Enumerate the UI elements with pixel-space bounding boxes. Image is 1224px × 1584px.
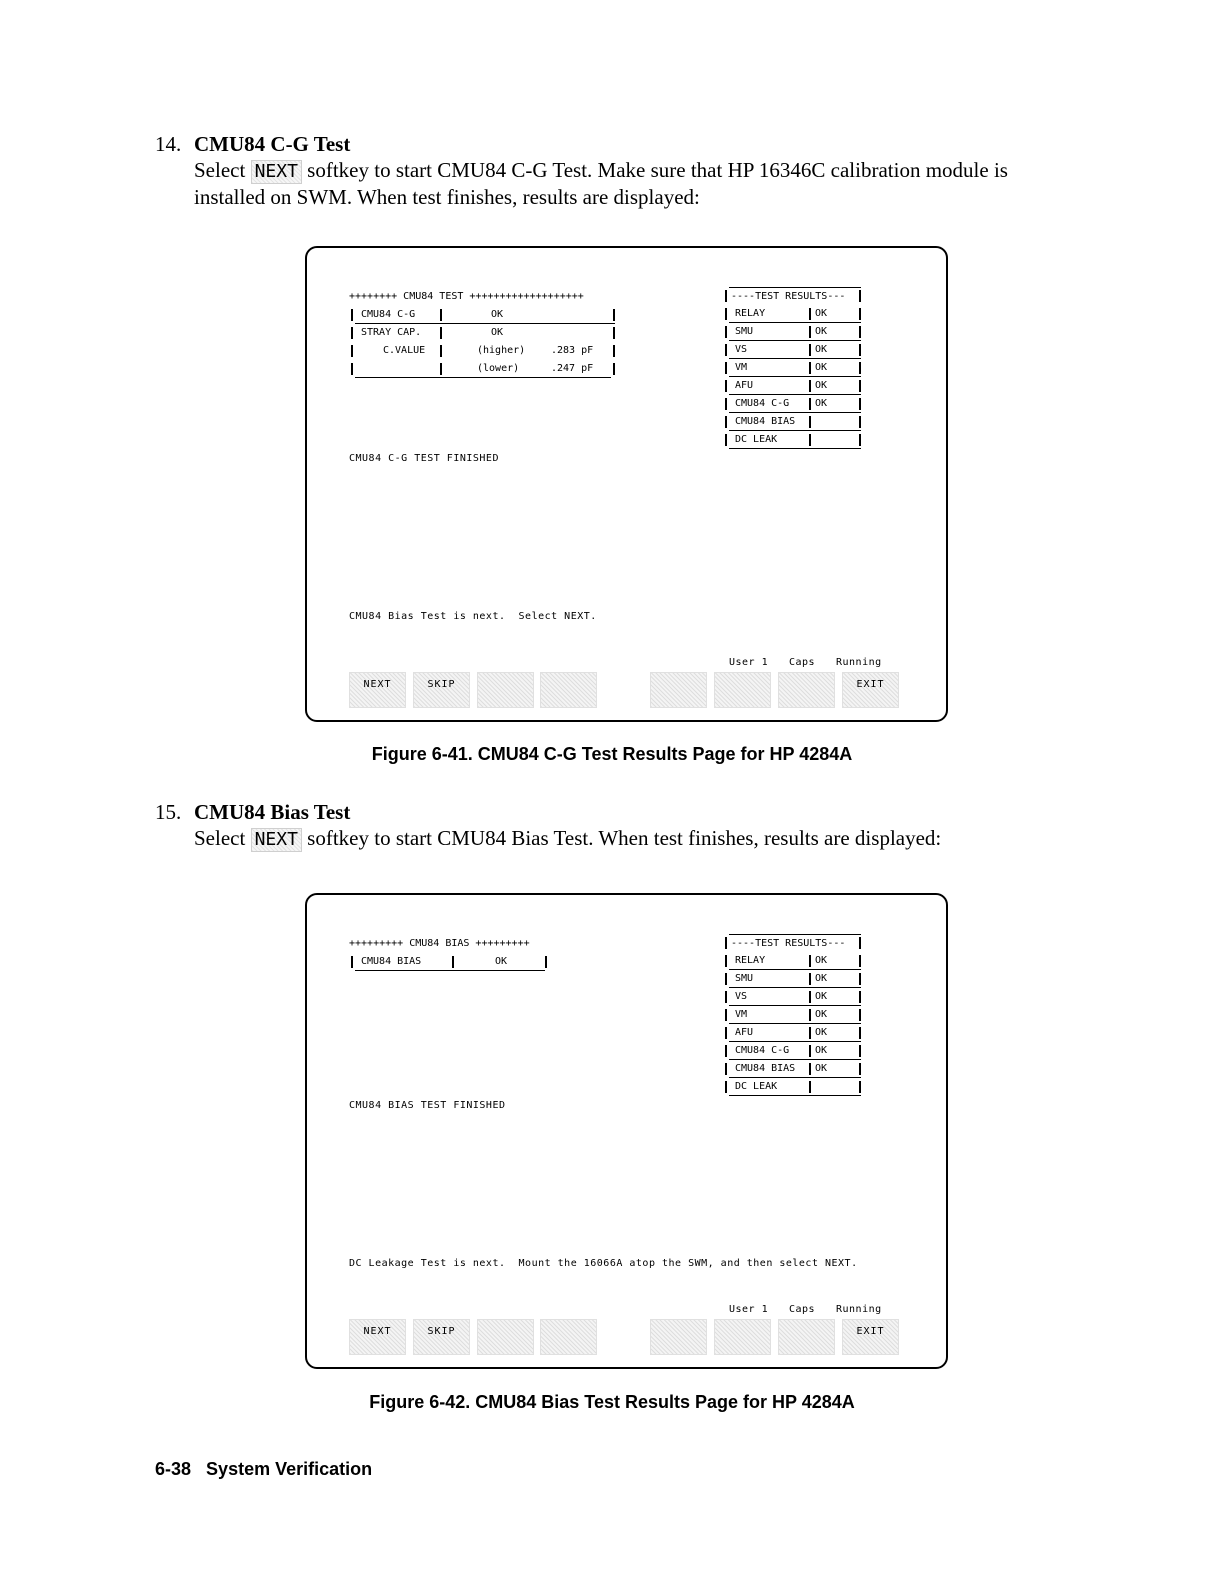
step-14 <box>155 131 1075 211</box>
status-running: Running <box>836 657 882 668</box>
results-row <box>725 1063 861 1081</box>
step-title: CMU84 C-G Test <box>194 132 351 156</box>
results-row <box>725 1081 861 1099</box>
row-label: CMU84 C-G <box>361 309 416 320</box>
softkey-7[interactable] <box>778 1319 835 1355</box>
results-row <box>725 344 861 362</box>
softkey-6[interactable] <box>714 672 771 708</box>
results-name: CMU84 BIAS <box>735 1063 796 1074</box>
result-row <box>351 309 615 327</box>
step-body-text: Select <box>194 826 251 850</box>
section-title: System Verification <box>206 1459 373 1479</box>
next-test-message: DC Leakage Test is next. Mount the 16066A atop the SWM, and then select NEXT. <box>349 1258 858 1269</box>
step-body <box>194 825 1074 852</box>
result-row <box>351 363 615 381</box>
results-status: OK <box>815 1045 828 1056</box>
results-status: OK <box>815 344 828 355</box>
results-name: AFU <box>735 1027 754 1038</box>
softkey-3[interactable] <box>477 1319 534 1355</box>
softkey-7[interactable] <box>778 672 835 708</box>
results-row <box>725 398 861 416</box>
softkey-exit[interactable]: EXIT <box>842 672 899 708</box>
row-value: OK <box>495 956 508 967</box>
status-user: User 1 <box>729 1304 769 1315</box>
softkey-6[interactable] <box>714 1319 771 1355</box>
results-status: OK <box>815 398 828 409</box>
step-body <box>194 157 1074 210</box>
next-key-label: NEXT <box>251 828 302 852</box>
softkey-4[interactable] <box>540 1319 597 1355</box>
results-name: VS <box>735 344 748 355</box>
test-finished-message: CMU84 C-G TEST FINISHED <box>349 453 499 464</box>
results-row <box>725 416 861 434</box>
test-header: +++++++++ CMU84 BIAS +++++++++ <box>349 938 530 949</box>
page-number: 6-38 <box>155 1459 192 1479</box>
row-value: OK <box>491 327 504 338</box>
softkey-skip[interactable]: SKIP <box>413 672 470 708</box>
status-user: User 1 <box>729 657 769 668</box>
status-caps: Caps <box>789 657 816 668</box>
step-number: 15. <box>155 800 182 824</box>
result-row <box>351 956 547 974</box>
next-test-message: CMU84 Bias Test is next. Select NEXT. <box>349 611 597 622</box>
results-row <box>725 1027 861 1045</box>
step-body-text: softkey to start CMU84 Bias Test. When test finishes, results are displayed: <box>301 826 942 850</box>
results-status: OK <box>815 991 828 1002</box>
results-status: OK <box>815 326 828 337</box>
results-name: RELAY <box>735 308 766 319</box>
softkey-5[interactable] <box>650 672 707 708</box>
row-measurement: .283 pF <box>551 345 594 356</box>
results-row <box>725 362 861 380</box>
results-status: OK <box>815 955 828 966</box>
step-body-text: softkey to start CMU84 C-G Test. Make sure that HP 16346C calibration module is installed on SWM. When test finishes, results are displayed: <box>194 158 1008 209</box>
result-row <box>351 345 615 363</box>
results-name: VM <box>735 362 748 373</box>
row-value: (lower) <box>477 363 520 374</box>
results-name: CMU84 C-G <box>735 1045 790 1056</box>
results-row <box>725 326 861 344</box>
results-name: DC LEAK <box>735 434 778 445</box>
row-label: STRAY CAP. <box>361 327 422 338</box>
status-caps: Caps <box>789 1304 816 1315</box>
results-name: VM <box>735 1009 748 1020</box>
results-header: ----TEST RESULTS--- <box>731 938 846 949</box>
results-name: RELAY <box>735 955 766 966</box>
results-name: SMU <box>735 973 754 984</box>
softkey-exit[interactable]: EXIT <box>842 1319 899 1355</box>
row-label: CMU84 BIAS <box>361 956 422 967</box>
results-name: DC LEAK <box>735 1081 778 1092</box>
step-body-text: Select <box>194 158 251 182</box>
results-row <box>725 434 861 452</box>
row-value: (higher) <box>477 345 526 356</box>
softkey-3[interactable] <box>477 672 534 708</box>
results-row <box>725 973 861 991</box>
row-measurement: .247 pF <box>551 363 594 374</box>
softkey-next[interactable]: NEXT <box>349 1319 406 1355</box>
step-title: CMU84 Bias Test <box>194 800 351 824</box>
softkey-skip[interactable]: SKIP <box>413 1319 470 1355</box>
step-15 <box>155 799 1075 853</box>
results-row <box>725 308 861 326</box>
results-status: OK <box>815 1009 828 1020</box>
results-name: AFU <box>735 380 754 391</box>
results-row <box>725 1009 861 1027</box>
results-row <box>725 991 861 1009</box>
results-status: OK <box>815 308 828 319</box>
results-status: OK <box>815 380 828 391</box>
figure-caption: Figure 6-41. CMU84 C-G Test Results Page for HP 4284A <box>371 744 853 764</box>
test-finished-message: CMU84 BIAS TEST FINISHED <box>349 1100 506 1111</box>
softkey-4[interactable] <box>540 672 597 708</box>
results-row <box>725 1045 861 1063</box>
next-key-label: NEXT <box>251 160 302 184</box>
results-name: CMU84 BIAS <box>735 416 796 427</box>
results-name: CMU84 C-G <box>735 398 790 409</box>
results-header: ----TEST RESULTS--- <box>731 291 846 302</box>
results-row <box>725 380 861 398</box>
row-value: OK <box>491 309 504 320</box>
test-header: ++++++++ CMU84 TEST +++++++++++++++++++ <box>349 291 584 302</box>
results-name: SMU <box>735 326 754 337</box>
page-footer <box>155 1459 372 1480</box>
row-label: C.VALUE <box>383 345 426 356</box>
test-screen-cg <box>305 246 948 722</box>
status-running: Running <box>836 1304 882 1315</box>
softkey-next[interactable]: NEXT <box>349 672 406 708</box>
softkey-5[interactable] <box>650 1319 707 1355</box>
test-screen-bias <box>305 893 948 1369</box>
figure-caption: Figure 6-42. CMU84 Bias Test Results Page for HP 4284A <box>369 1392 855 1412</box>
results-name: VS <box>735 991 748 1002</box>
results-status: OK <box>815 1063 828 1074</box>
results-status: OK <box>815 362 828 373</box>
step-number: 14. <box>155 132 182 156</box>
result-row <box>351 327 615 345</box>
results-status: OK <box>815 973 828 984</box>
results-status: OK <box>815 1027 828 1038</box>
results-row <box>725 955 861 973</box>
